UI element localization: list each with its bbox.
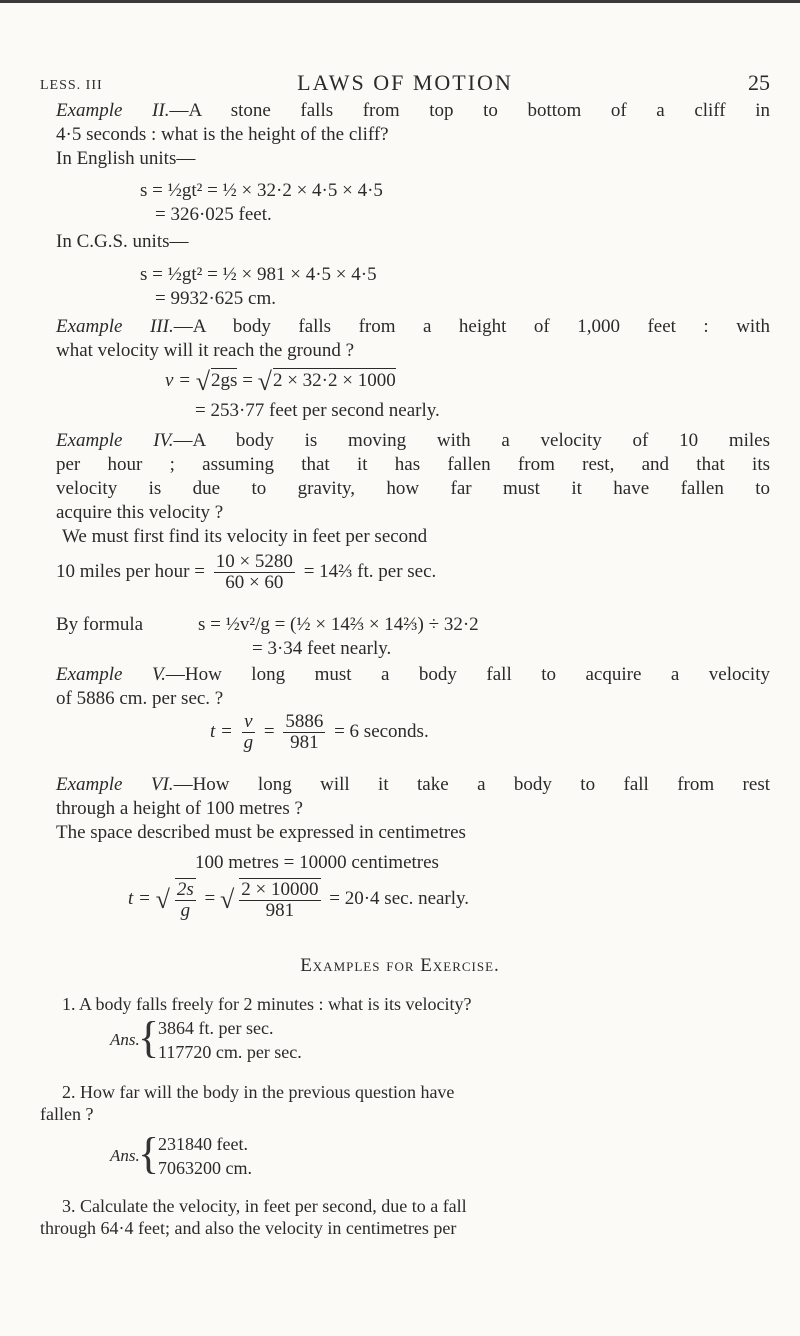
ex4-fraction: $\frac{10 \times 5280}{60 \times 60}$ <box>215 551 293 593</box>
ex4-question-line-1: Example IV.—A body is moving with a velocity of 10 miles <box>56 430 770 451</box>
running-title: LAWS OF MOTION <box>297 70 513 95</box>
exercise-1-question: 1. A body falls freely for 2 minutes : what is its velocity? <box>62 994 472 1014</box>
ex4-question-line-4: acquire this velocity ? <box>56 502 224 523</box>
ex4-label: Example IV. <box>56 430 174 451</box>
page-number: 25 <box>748 70 770 95</box>
ex2-cgs-units: In C.G.S. units— <box>56 231 189 252</box>
ex5-label: Example V. <box>56 664 166 685</box>
ex6-label: Example VI. <box>56 774 174 795</box>
ex2-result-1: = 326·025 feet. <box>155 204 272 225</box>
sqrt-icon: √ <box>257 367 272 396</box>
sqrt-icon: √ <box>195 367 211 396</box>
ex6-equation: t = √ $\frac{2s}{g}$ = √ $\frac{2 \times 10000}{981}$ = 20·4 sec. nearly. <box>128 879 470 921</box>
ex3-result: = 253·77 feet per second nearly. <box>195 400 440 421</box>
ex3-question-line-1: Example III.—A body falls from a height of 1,000 feet : with <box>56 316 770 337</box>
page-header <box>40 70 770 100</box>
lesson-label: LESS. III <box>40 78 103 93</box>
ex6-question-line-2: through a height of 100 metres ? <box>56 798 303 819</box>
ex4-question-line-3: velocity is due to gravity, how far must it have fallen to <box>56 478 770 499</box>
ex4-instruction: We must first find its velocity in feet per second <box>62 526 428 547</box>
ex6-question-line-3: The space described must be expressed in centimetres <box>56 822 466 843</box>
ex3-question-line-2: what velocity will it reach the ground ? <box>56 340 355 361</box>
ex5-equation: t = $\frac{v}{g}$ = $\frac{5886}{981}$ = 6 seconds. <box>210 711 429 753</box>
sqrt-icon: √ <box>155 884 170 914</box>
ex2-equation-2: s = ½gt² = ½ × 981 × 4·5 × 4·5 <box>140 264 377 285</box>
ex6-question-line-1: Example VI.—How long will it take a body to fall from rest <box>56 774 770 795</box>
ex2-question-line-1: Example II.—A stone falls from top to bottom of a cliff in <box>56 100 770 121</box>
ex3-label: Example III. <box>56 316 174 337</box>
ex2-english-units: In English units— <box>56 148 196 169</box>
ex2-equation-1: s = ½gt² = ½ × 32·2 × 4·5 × 4·5 <box>140 180 383 201</box>
ex2-label: Example II. <box>56 100 170 121</box>
ex5-question-line-1: Example V.—How long must a body fall to acquire a velocity <box>56 664 770 685</box>
exercises-heading: Examples for Exercise. <box>300 955 500 976</box>
exercise-2-question-line-2: fallen ? <box>40 1104 94 1124</box>
ex2-result-2: = 9932·625 cm. <box>155 288 277 309</box>
exercise-3-question-line-2: through 64·4 feet; and also the velocity in centimetres per <box>40 1218 457 1238</box>
ex3-equation: v = √2gs = √2 × 32·2 × 1000 <box>165 367 396 396</box>
brace-icon: { <box>138 1129 160 1178</box>
ex4-formula-label: By formula <box>56 614 144 635</box>
ex5-question-line-2: of 5886 cm. per sec. ? <box>56 688 224 709</box>
ex2-question-line-2: 4·5 seconds : what is the height of the cliff? <box>56 124 389 145</box>
ex6-conversion: 100 metres = 10000 centimetres <box>195 852 439 873</box>
ex4-result: = 3·34 feet nearly. <box>252 638 392 659</box>
top-rule <box>0 0 800 3</box>
ex4-formula: s = ½v²/g = (½ × 14⅔ × 14⅔) ÷ 32·2 <box>198 614 479 635</box>
brace-icon: { <box>138 1013 160 1062</box>
exercise-3-question-line-1: 3. Calculate the velocity, in feet per second, due to a fall <box>62 1196 467 1216</box>
sqrt-icon: √ <box>220 884 235 914</box>
ex4-conversion: 10 miles per hour = $\frac{10 \times 5280}{60 \times 60}$ = 14⅔ ft. per sec. <box>56 551 437 593</box>
ex4-question-line-2: per hour ; assuming that it has fallen from rest, and that its <box>56 454 770 475</box>
exercise-2-question-line-1: 2. How far will the body in the previous question have <box>62 1082 455 1102</box>
